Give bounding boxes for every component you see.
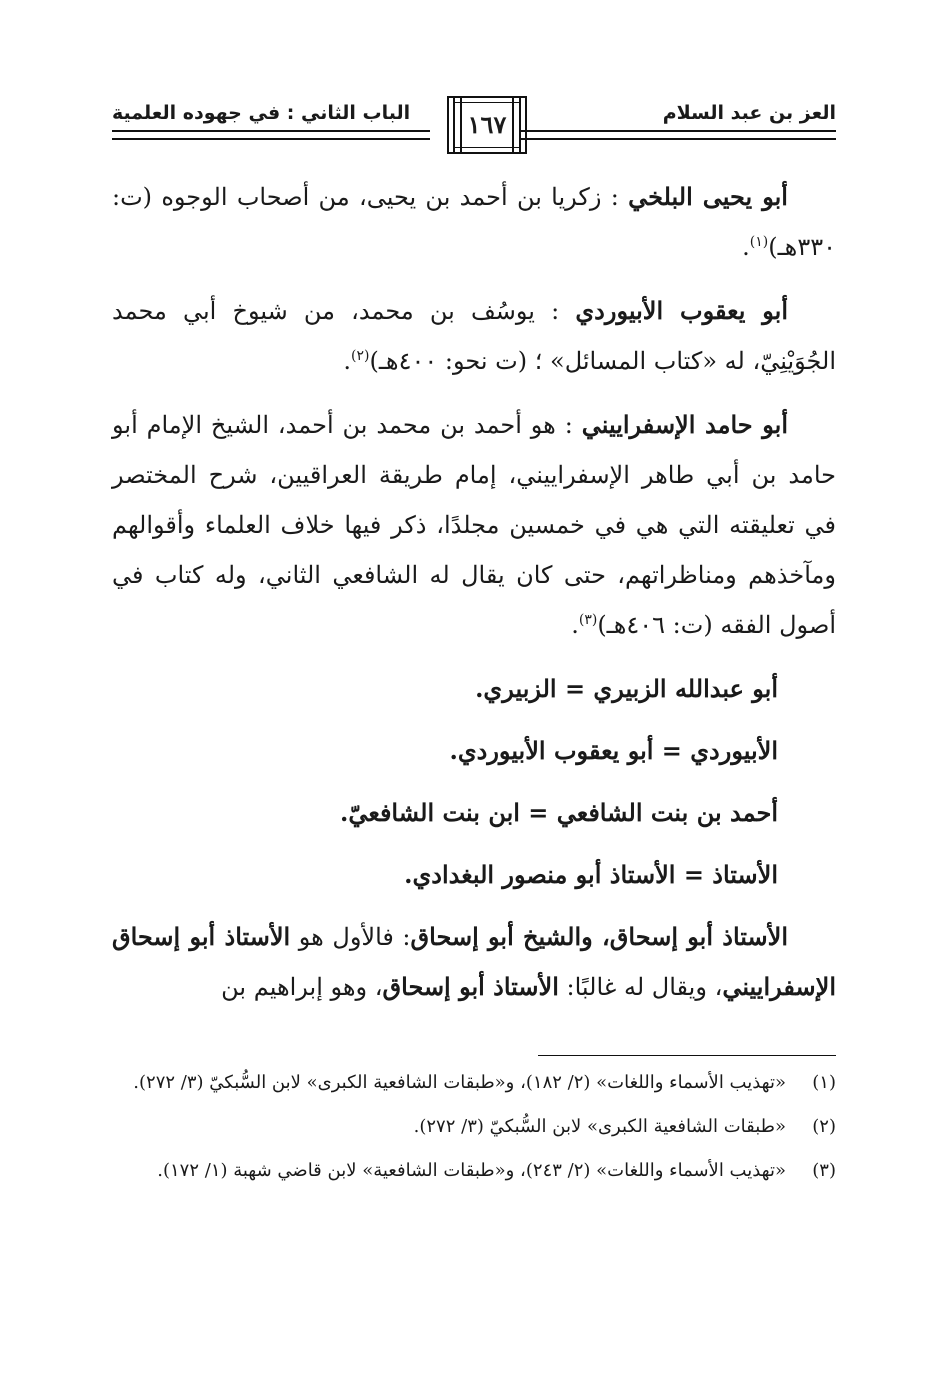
entry-name: الأستاذ أبو إسحاق الإسفراييني [112, 922, 836, 1001]
book-title: العز بن عبد السلام [662, 102, 836, 124]
cross-reference: أحمد بن بنت الشافعي = ابن بنت الشافعيّ. [340, 798, 778, 827]
main-text [112, 172, 836, 1026]
header-rule-right [520, 130, 836, 140]
entry-text: : هو أحمد بن محمد بن أحمد، الشيخ الإمام أبو حامد بن أبي طاهر الإسفراييني، إمام طريقة العراقيين، شرح المختصر في تعليقته التي هي في خمسين مجلدًا، ذكر فيها خلاف العلماء وأقوالهم ومآخذهم ومناظراتهم، حتى كان يقال له الشافعي الثاني، وله كتاب في أصول الفقه (ت: ٤٠٦هـ) [112, 411, 836, 639]
entry-paragraph: أبو يعقوب الأبيوردي : يوسُف بن محمد، من شيوخ أبي محمد الجُوَيْنِيّ، له «كتاب المسائل» ؛ (ت نحو: ٤٠٠هـ)$^{(٢)}$. [112, 296, 836, 375]
footnote [112, 1066, 836, 1100]
entry-name: أبو يحيى البلخي [628, 182, 788, 211]
footnote-number: (٣) [812, 1160, 836, 1181]
footnote-number: (١) [812, 1072, 836, 1093]
running-header [112, 96, 836, 166]
entry-paragraph: أبو حامد الإسفراييني : هو أحمد بن محمد بن أحمد، الشيخ الإمام أبو حامد بن أبي طاهر الإسفراييني، إمام طريقة العراقيين، شرح المختصر في تعليقته التي هي في خمسين مجلدًا، ذكر فيها خلاف العلماء وأقوالهم ومآخذهم ومناظراتهم، حتى كان يقال له الشافعي الثاني، وله كتاب في أصول الفقه (ت: ٤٠٦هـ)$^{(٣)}$. [112, 410, 836, 639]
entry-name: أبو حامد الإسفراييني [581, 410, 788, 439]
footnote [112, 1154, 836, 1188]
cross-reference: الأستاذ = الأستاذ أبو منصور البغدادي. [404, 860, 778, 889]
entry-name: أبو يعقوب الأبيوردي [575, 296, 788, 325]
cross-reference: أبو عبدالله الزبيري = الزبيري. [475, 674, 778, 703]
entry-name: الأستاذ أبو إسحاق، والشيخ أبو إسحاق [410, 922, 788, 951]
footnotes [112, 1066, 836, 1198]
footnote-text: «تهذيب الأسماء واللغات» (٢/ ٢٤٣)، و«طبقات الشافعية» لابن قاضي شهبة (١/ ١٧٢). [157, 1160, 786, 1181]
cross-reference: الأبيوردي = أبو يعقوب الأبيوردي. [449, 736, 778, 765]
footnote-text: «طبقات الشافعية الكبرى» لابن السُّبكيّ (٣/ ٢٧٢). [413, 1116, 786, 1137]
entry-text: : يوسُف بن محمد، من شيوخ أبي محمد الجُوَيْنِيّ، له «كتاب المسائل» ؛ (ت نحو: ٤٠٠هـ) [112, 297, 836, 375]
page-number: ١٦٧ [467, 110, 507, 139]
footnote-number: (٢) [812, 1116, 836, 1137]
chapter-title: الباب الثاني : في جهوده العلمية [112, 102, 411, 124]
footnote-ref[interactable]: (١) [749, 234, 769, 250]
header-rule-left [112, 130, 430, 140]
page-number-frame [447, 96, 527, 154]
entry-paragraph: أبو يحيى البلخي : زكريا بن أحمد بن يحيى، من أصحاب الوجوه (ت: ٣٣٠هـ)$^{(١)}$. [112, 182, 836, 261]
footnote-separator [538, 1055, 836, 1056]
footnote-ref[interactable]: (٣) [578, 612, 598, 628]
entry-text: : زكريا بن أحمد بن يحيى، من أصحاب الوجوه (ت: ٣٣٠هـ) [112, 183, 836, 261]
entry-paragraph: الأستاذ أبو إسحاق، والشيخ أبو إسحاق: فالأول هو الأستاذ أبو إسحاق الإسفراييني، ويقال له غالبًا: الأستاذ أبو إسحاق، وهو إبراهيم بن [112, 922, 836, 1001]
footnote [112, 1110, 836, 1144]
footnote-ref[interactable]: (٢) [351, 348, 370, 364]
entry-name: الأستاذ أبو إسحاق [382, 972, 559, 1001]
footnote-text: «تهذيب الأسماء واللغات» (٢/ ١٨٢)، و«طبقات الشافعية الكبرى» لابن السُّبكيّ (٣/ ٢٧٢). [133, 1072, 786, 1093]
